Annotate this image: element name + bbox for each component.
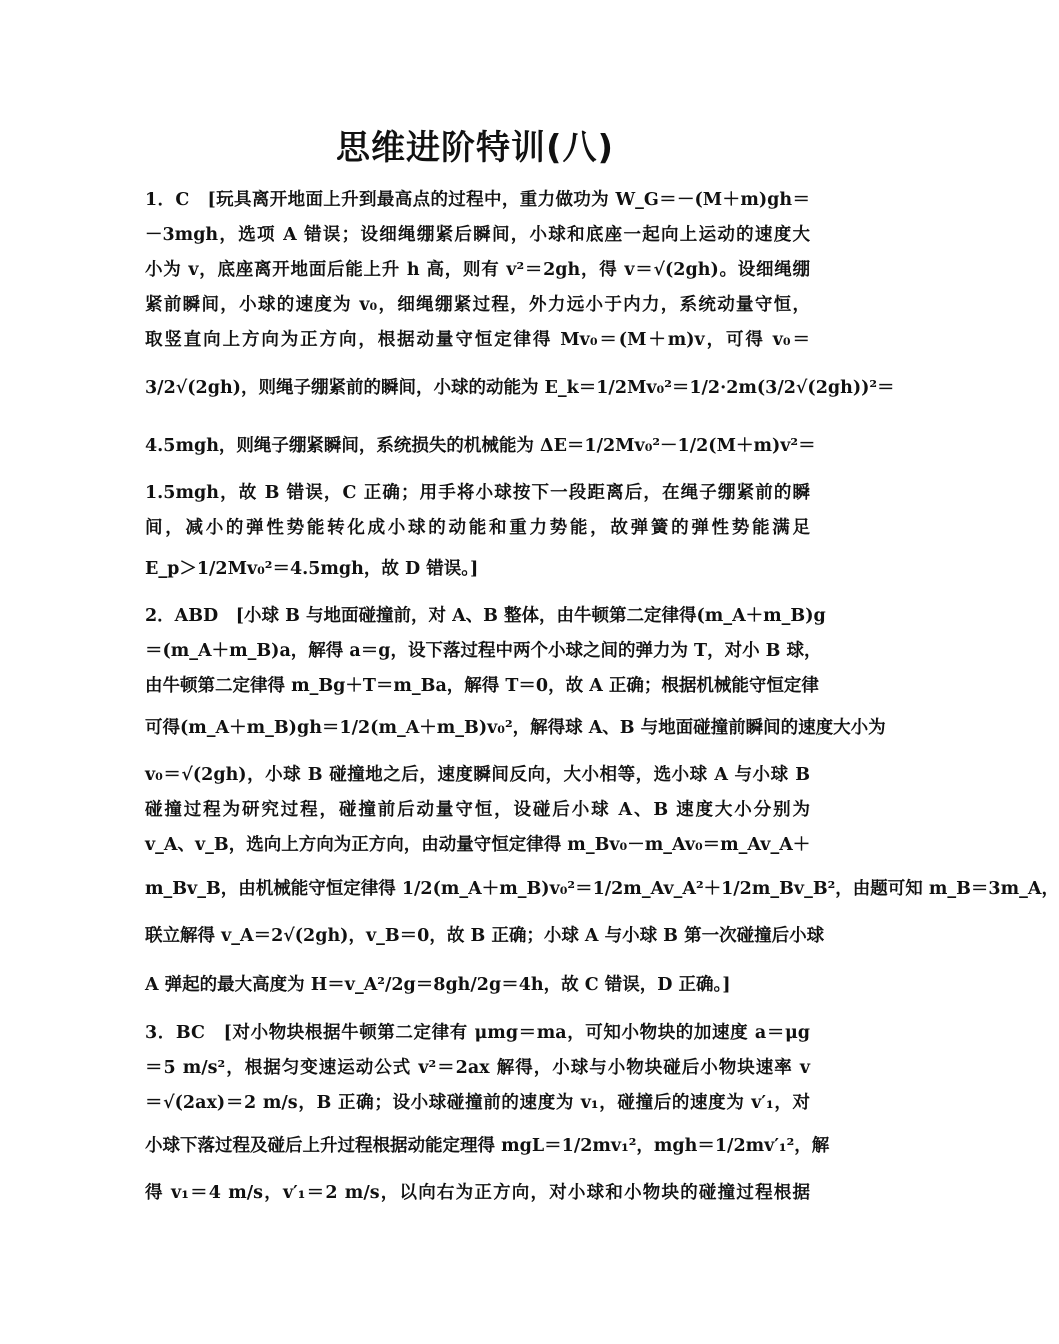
text-line: m_Bv_B，由机械能守恒定律得 1/2(m_A＋m_B)v₀²＝1/2m_Av_A²＋1/2m_Bv_B²，由题可知 m_B＝3m_A， (145, 879, 1059, 899)
text-line: 4.5mgh，则绳子绷紧瞬间，系统损失的机械能为 ΔE＝1/2Mv₀²－1/2(M＋m)v²＝ (145, 436, 816, 456)
text-line: ＝5 m/s²，根据匀变速运动公式 v²＝2ax 解得，小球与小物块碰后小物块速率 v (145, 1058, 810, 1078)
text-line: 1.5mgh，故 B 错误，C 正确；用手将小球按下一段距离后，在绳子绷紧前的瞬 (145, 483, 810, 503)
text-line: 联立解得 v_A＝2√(2gh)，v_B＝0，故 B 正确；小球 A 与小球 B 第一次碰撞后小球 (145, 926, 825, 946)
text-line: E_p＞1/2Mv₀²＝4.5mgh，故 D 错误。] (145, 559, 479, 579)
text-line: 碰撞过程为研究过程，碰撞前后动量守恒，设碰后小球 A、B 速度大小分别为 (145, 800, 810, 820)
text-line: v_A、v_B，选向上方向为正方向，由动量守恒定律得 m_Bv₀－m_Av₀＝m_Av_A＋ (145, 835, 811, 855)
page-title: 思维进阶特训(八) (335, 128, 615, 168)
text-line: 取竖直向上方向为正方向，根据动量守恒定律得 Mv₀＝(M＋m)v，可得 v₀＝ (145, 330, 810, 350)
text-line: 3/2√(2gh)，则绳子绷紧前的瞬间，小球的动能为 E_k＝1/2Mv₀²＝1/2·2m(3/2√(2gh))²＝ (145, 378, 895, 398)
text-line: 小球下落过程及碰后上升过程根据动能定理得 mgL＝1/2mv₁²，mgh＝1/2mv′₁²，解 (145, 1136, 830, 1156)
text-line: 2．ABD [小球 B 与地面碰撞前，对 A、B 整体，由牛顿第二定律得(m_A＋m_B)g (145, 606, 826, 626)
text-line: A 弹起的最大高度为 H＝v_A²/2g＝8gh/2g＝4h，故 C 错误，D 正确。] (145, 975, 731, 995)
text-line: －3mgh，选项 A 错误；设细绳绷紧后瞬间，小球和底座一起向上运动的速度大 (145, 225, 810, 245)
text-line: 1．C [玩具离开地面上升到最高点的过程中，重力做功为 W_G＝－(M＋m)gh＝ (145, 190, 810, 210)
text-line: 紧前瞬间，小球的速度为 v₀，细绳绷紧过程，外力远小于内力，系统动量守恒， (145, 295, 810, 315)
text-line: 3．BC [对小物块根据牛顿第二定律有 μmg＝ma，可知小物块的加速度 a＝μg (145, 1023, 810, 1043)
text-line: 由牛顿第二定律得 m_Bg＋T＝m_Ba，解得 T＝0，故 A 正确；根据机械能守恒定律 (145, 676, 819, 696)
text-line: ＝√(2ax)＝2 m/s，B 正确；设小球碰撞前的速度为 v₁，碰撞后的速度为 v′₁，对 (145, 1093, 810, 1113)
text-line: 间，减小的弹性势能转化成小球的动能和重力势能，故弹簧的弹性势能满足 (145, 518, 810, 538)
text-line: ＝(m_A＋m_B)a，解得 a＝g，设下落过程中两个小球之间的弹力为 T，对小 B 球， (145, 641, 822, 661)
text-line: v₀＝√(2gh)，小球 B 碰撞地之后，速度瞬间反向，大小相等，选小球 A 与小球 B (145, 765, 810, 785)
text-line: 小为 v，底座离开地面后能上升 h 高，则有 v²＝2gh，得 v＝√(2gh)。设细绳绷 (145, 260, 810, 280)
text-line: 可得(m_A＋m_B)gh＝1/2(m_A＋m_B)v₀²，解得球 A、B 与地面碰撞前瞬间的速度大小为 (145, 718, 886, 738)
text-line: 得 v₁＝4 m/s，v′₁＝2 m/s，以向右为正方向，对小球和小物块的碰撞过程根据 (145, 1183, 810, 1203)
